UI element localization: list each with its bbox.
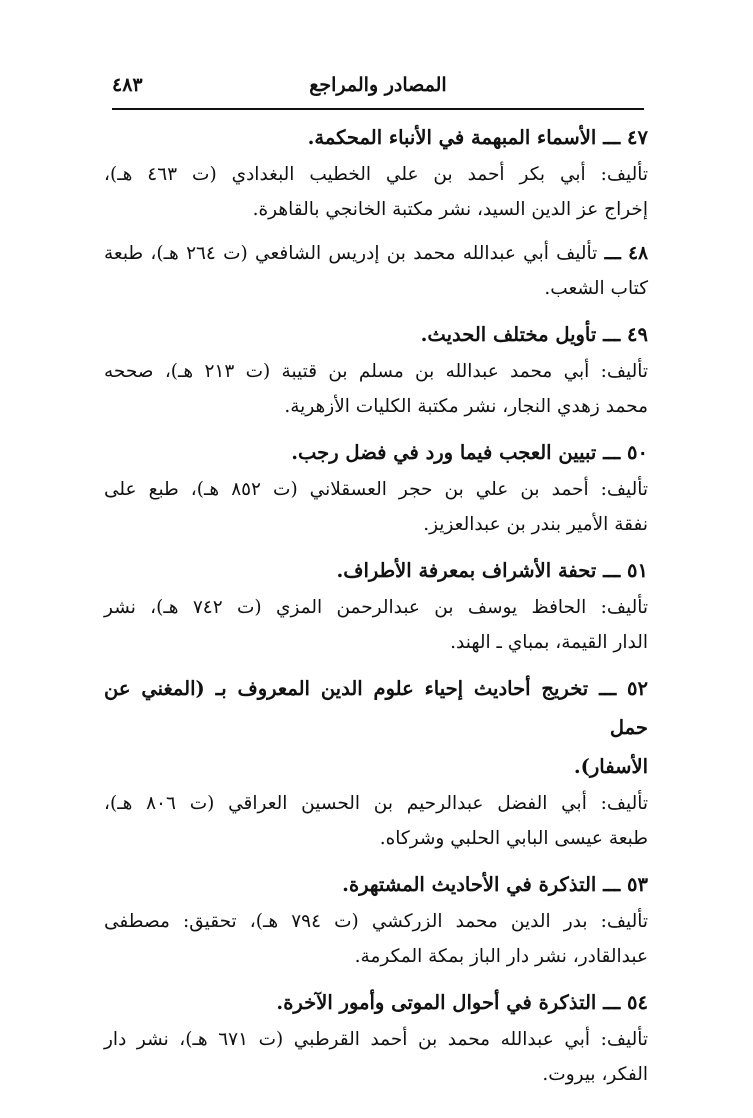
reference-entry-48: [104, 236, 648, 306]
entry-line: نفقة الأمير بندر بن عبدالعزيز.: [423, 514, 648, 535]
entry-line: تأليف: أبي محمد عبدالله بن مسلم بن قتيبة (ت ٢١٣ هـ)، صححه: [104, 361, 648, 382]
reference-entry-54: [104, 983, 648, 1092]
entry-heading: [104, 669, 648, 747]
entry-line: كتاب الشعب.: [544, 278, 648, 299]
reference-entry-47: [104, 118, 648, 227]
entry-heading-continued: الأسفار).: [573, 755, 648, 778]
reference-entry-51: [104, 551, 648, 660]
reference-list: [104, 118, 648, 1101]
entry-dash: ـــ: [599, 677, 617, 700]
entry-number: ٥١: [627, 559, 648, 582]
header-rule: [112, 108, 644, 110]
entry-dash: ـــ: [603, 991, 621, 1014]
entry-title: التذكرة في أحوال الموتى وأمور الآخرة.: [276, 991, 597, 1014]
entry-dash: ـــ: [603, 441, 621, 464]
entry-line: الفكر، بيروت.: [542, 1064, 648, 1085]
entry-line: تأليف: الحافظ يوسف بن عبدالرحمن المزي (ت ٧٤٢ هـ)، نشر: [104, 597, 648, 618]
entry-title: تبيين العجب فيما ورد في فضل رجب.: [291, 441, 597, 464]
entry-heading: [104, 865, 648, 904]
entry-line: إخراج عز الدين السيد، نشر مكتبة الخانجي بالقاهرة.: [252, 199, 648, 220]
entry-dash: ـــ: [603, 323, 621, 346]
page-title: المصادر والمراجع: [309, 74, 447, 96]
entry-dash: ـــ: [604, 243, 621, 264]
entry-number: ٤٧: [627, 126, 648, 149]
entry-title: التذكرة في الأحاديث المشتهرة.: [342, 873, 597, 896]
entry-line: الدار القيمة، بمباي ـ الهند.: [450, 632, 648, 653]
entry-first-line: [104, 236, 648, 271]
entry-heading: [104, 118, 648, 157]
entry-title: تأويل مختلف الحديث.: [420, 323, 597, 346]
entry-number: ٥٤: [627, 991, 648, 1014]
entry-number: ٤٩: [627, 323, 648, 346]
reference-entry-50: [104, 433, 648, 542]
entry-heading: [104, 983, 648, 1022]
entry-line: تأليف: أبي عبدالله محمد بن أحمد القرطبي (ت ٦٧١ هـ)، نشر دار: [104, 1029, 648, 1050]
entry-line: محمد زهدي النجار، نشر مكتبة الكليات الأزهرية.: [284, 396, 648, 417]
entry-line: تأليف: بدر الدين محمد الزركشي (ت ٧٩٤ هـ)، تحقيق: مصطفى: [104, 911, 648, 932]
entry-dash: ـــ: [603, 126, 621, 149]
entry-line: تأليف: أبي الفضل عبدالرحيم بن الحسين العراقي (ت ٨٠٦ هـ)،: [104, 793, 648, 814]
entry-line: عبدالقادر، نشر دار الباز بمكة المكرمة.: [354, 946, 648, 967]
reference-entry-53: [104, 865, 648, 974]
entry-line: طبعة عيسى البابي الحلبي وشركاه.: [379, 828, 648, 849]
entry-title: الأسماء المبهمة في الأنباء المحكمة.: [307, 126, 597, 149]
page-number: ٤٨٣: [112, 74, 143, 96]
entry-heading: [104, 433, 648, 472]
entry-number: ٥٢: [627, 677, 648, 700]
entry-text: تأليف أبي عبدالله محمد بن إدريس الشافعي (ت ٢٦٤ هـ)، طبعة: [104, 243, 598, 264]
entry-heading: [104, 551, 648, 590]
entry-dash: ـــ: [603, 873, 621, 896]
entry-title: تخريج أحاديث إحياء علوم الدين المعروف بـ (المغني عن حمل: [104, 677, 648, 739]
entry-title: تحفة الأشراف بمعرفة الأطراف.: [336, 559, 597, 582]
reference-entry-49: [104, 315, 648, 424]
entry-line: تأليف: أحمد بن علي بن حجر العسقلاني (ت ٨٥٢ هـ)، طبع على: [104, 479, 648, 500]
entry-number: ٥٠: [627, 441, 648, 464]
entry-number: ٥٣: [627, 873, 648, 896]
entry-dash: ـــ: [603, 559, 621, 582]
reference-entry-52: [104, 669, 648, 856]
entry-number: ٤٨: [628, 243, 649, 264]
running-header: [112, 70, 644, 110]
entry-heading: [104, 315, 648, 354]
entry-line: تأليف: أبي بكر أحمد بن علي الخطيب البغدادي (ت ٤٦٣ هـ)،: [104, 164, 648, 185]
